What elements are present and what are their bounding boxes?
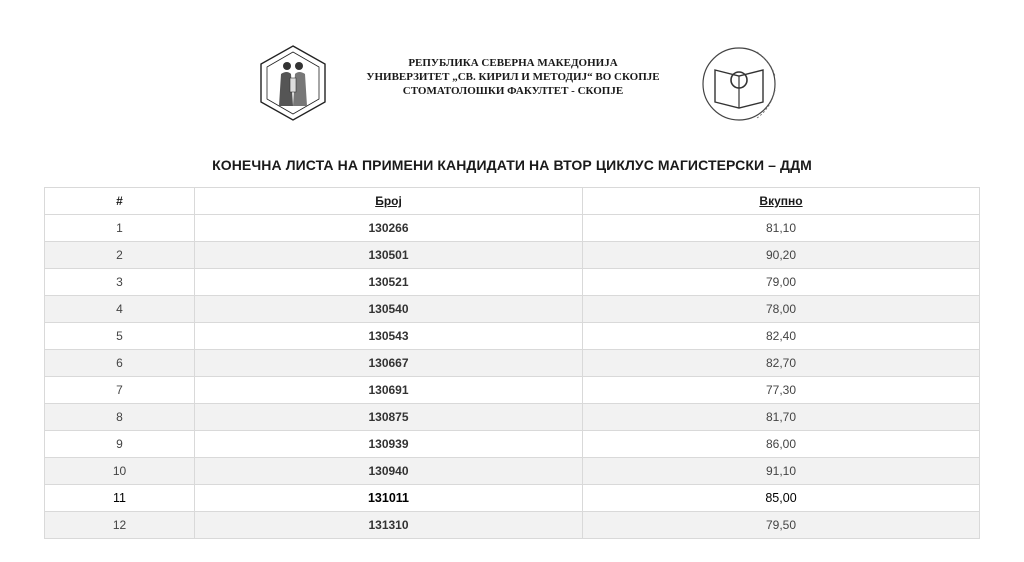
cell-total: 86,00	[583, 431, 980, 458]
cell-total: 82,40	[583, 323, 980, 350]
table-header-row	[45, 188, 980, 215]
cell-total: 77,30	[583, 377, 980, 404]
cell-total: 79,00	[583, 269, 980, 296]
cell-number: 9	[45, 431, 195, 458]
column-header-number: #	[45, 188, 195, 215]
table-row	[45, 377, 980, 404]
cell-number: 7	[45, 377, 195, 404]
results-table	[44, 187, 980, 539]
header-country: РЕПУБЛИКА СЕВЕРНА МАКЕДОНИЈА	[408, 57, 618, 69]
header-faculty: СТОМАТОЛОШКИ ФАКУЛТЕТ - СКОПЈЕ	[402, 85, 624, 97]
cell-number: 11	[45, 485, 195, 512]
cell-total: 91,10	[583, 458, 980, 485]
cell-number: 12	[45, 512, 195, 539]
table-row	[45, 215, 980, 242]
cell-broj: 130521	[195, 269, 583, 296]
dental-faculty-logo-icon	[697, 42, 781, 126]
table-row	[45, 404, 980, 431]
cell-number: 4	[45, 296, 195, 323]
table-row	[45, 350, 980, 377]
cell-broj: 130939	[195, 431, 583, 458]
cell-total: 81,10	[583, 215, 980, 242]
cell-broj: 131011	[195, 485, 583, 512]
cell-total: 79,50	[583, 512, 980, 539]
column-header-broj: Број	[195, 188, 583, 215]
cell-broj: 130543	[195, 323, 583, 350]
cell-broj: 130266	[195, 215, 583, 242]
cell-broj: 130501	[195, 242, 583, 269]
cell-total: 85,00	[583, 485, 980, 512]
cell-total: 82,70	[583, 350, 980, 377]
cell-number: 8	[45, 404, 195, 431]
cell-broj: 130940	[195, 458, 583, 485]
column-header-total: Вкупно	[583, 188, 980, 215]
cell-number: 3	[45, 269, 195, 296]
cell-number: 1	[45, 215, 195, 242]
cell-number: 10	[45, 458, 195, 485]
document-title: КОНЕЧНА ЛИСТА НА ПРИМЕНИ КАНДИДАТИ НА ВТОР ЦИКЛУС МАГИСТЕРСКИ – ДДМ	[212, 157, 812, 173]
cell-broj: 130540	[195, 296, 583, 323]
cell-broj: 131310	[195, 512, 583, 539]
table-row	[45, 458, 980, 485]
table-row	[45, 269, 980, 296]
cell-total: 78,00	[583, 296, 980, 323]
header-university: УНИВЕРЗИТЕТ „СВ. КИРИЛ И МЕТОДИЈ“ ВО СКОПЈЕ	[366, 71, 660, 83]
table-row	[45, 296, 980, 323]
table-row	[45, 485, 980, 512]
cell-total: 90,20	[583, 242, 980, 269]
cell-total: 81,70	[583, 404, 980, 431]
table-row	[45, 323, 980, 350]
cell-number: 6	[45, 350, 195, 377]
university-seal-icon	[257, 44, 329, 122]
table-row	[45, 242, 980, 269]
cell-broj: 130875	[195, 404, 583, 431]
cell-number: 5	[45, 323, 195, 350]
cell-broj: 130667	[195, 350, 583, 377]
cell-number: 2	[45, 242, 195, 269]
table-row	[45, 431, 980, 458]
institution-header	[340, 56, 686, 98]
table-row	[45, 512, 980, 539]
cell-broj: 130691	[195, 377, 583, 404]
